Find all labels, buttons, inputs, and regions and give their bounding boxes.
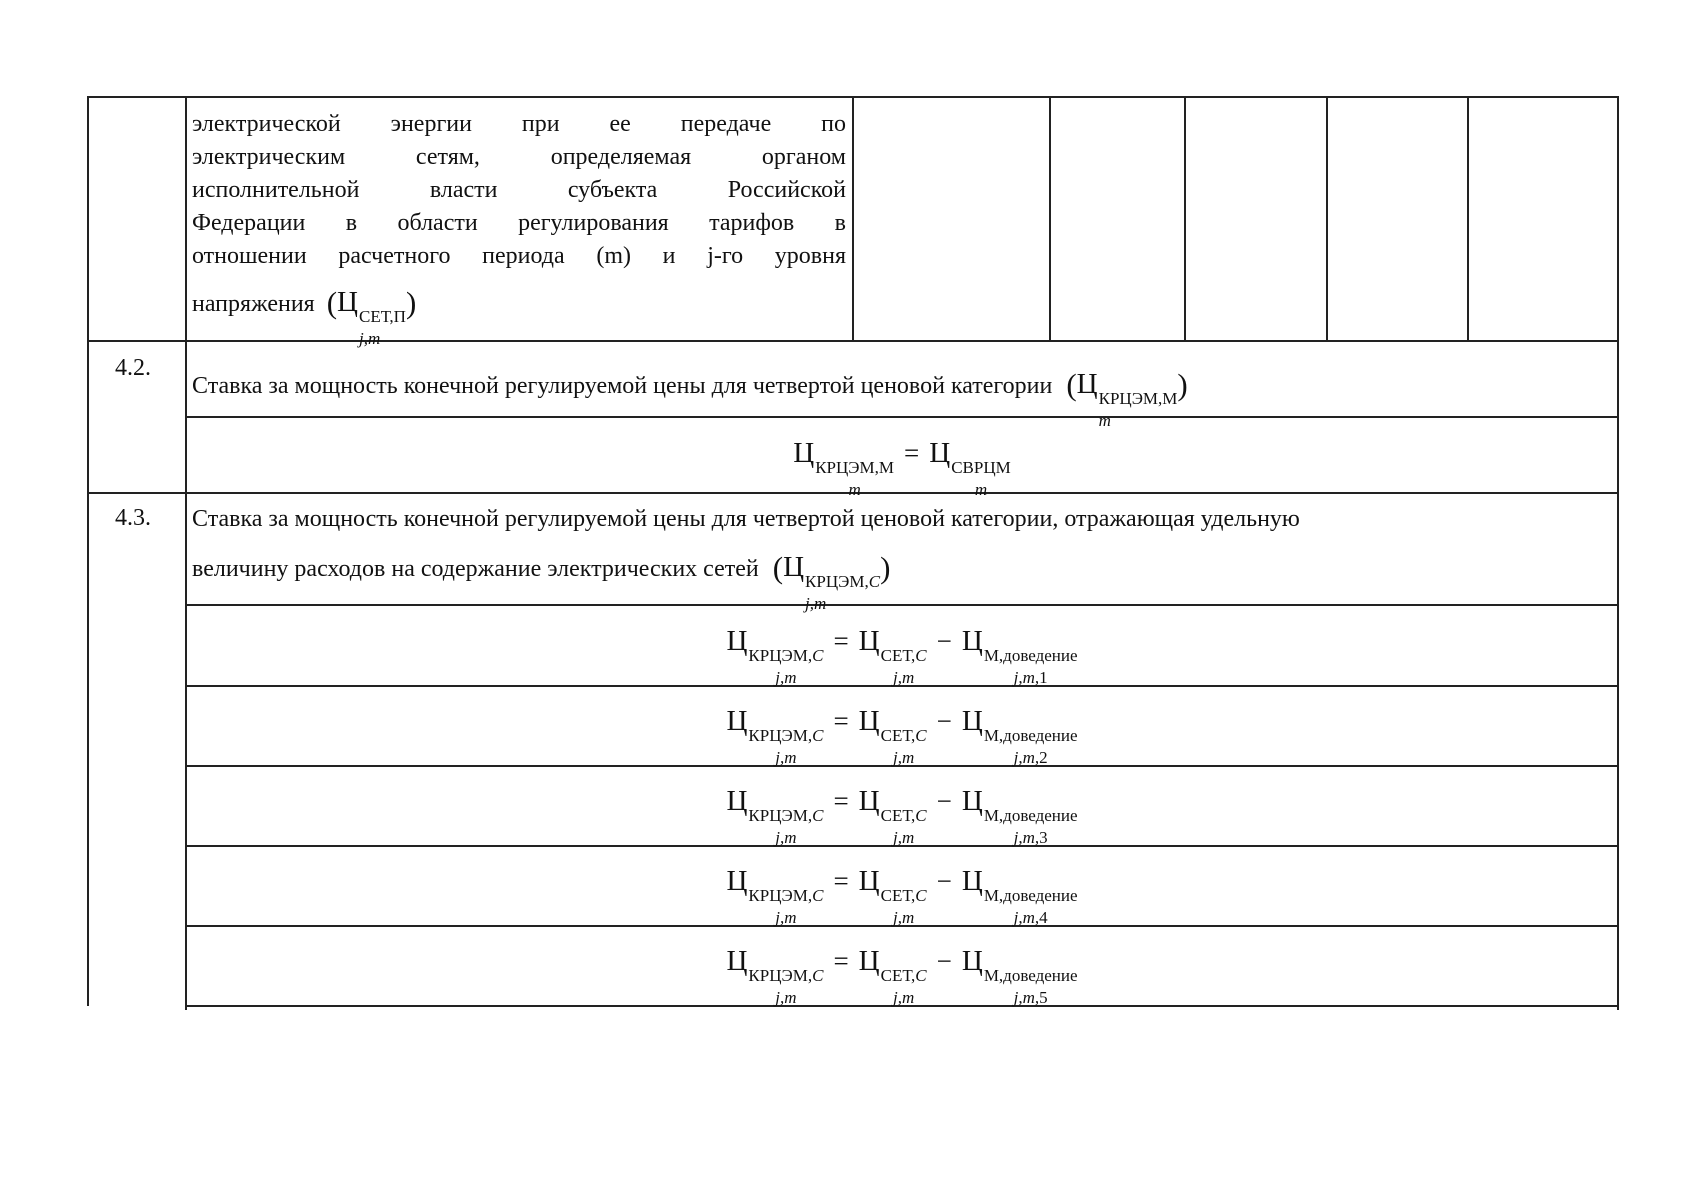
row-43-formula: Ц КРЦЭМ,C j,m = Ц СЕТ,C j,m − Ц М,доведение j,m,2 [726, 705, 1078, 767]
text-line: напряжения [192, 291, 315, 317]
table-left-border [87, 96, 89, 1006]
text-line: электрическим сетям, определяемая органом [192, 144, 846, 170]
continuation-text [192, 108, 846, 273]
table-col-divider [1467, 96, 1469, 340]
continuation-last-line [192, 286, 416, 347]
row-number: 4.3. [115, 505, 151, 531]
formula-symbol: (Ц КРЦЭМ,C j,m ) [772, 550, 891, 613]
table-col-divider [1049, 96, 1051, 340]
row-number: 4.2. [115, 355, 151, 381]
text-line: отношении расчетного периода (m) и j-го уровня [192, 243, 846, 269]
text-line: электрической энергии при ее передаче по [192, 111, 846, 137]
text-line: исполнительной власти субъекта Российской [192, 177, 846, 203]
table-col-divider [852, 96, 854, 340]
row-43-formula: Ц КРЦЭМ,C j,m = Ц СЕТ,C j,m − Ц М,доведение j,m,5 [726, 945, 1078, 1007]
row-42-text: Ставка за мощность конечной регулируемой цены для четвертой ценовой категории (Ц КРЦЭМ,М m ) [192, 367, 1188, 430]
formula-symbol: (Ц КРЦЭМ,М m ) [1066, 367, 1188, 430]
table-col-divider [1184, 96, 1186, 340]
text-line: Федерации в области регулирования тарифов в [192, 210, 846, 236]
row-43-text-line1: Ставка за мощность конечной регулируемой цены для четвертой ценовой категории, отражающая удельную [192, 506, 1300, 532]
row-43-formula: Ц КРЦЭМ,C j,m = Ц СЕТ,C j,m − Ц М,доведение j,m,1 [726, 625, 1078, 687]
formula-symbol: (Ц СЕТ,П j,m ) [326, 285, 417, 348]
row-43-formula: Ц КРЦЭМ,C j,m = Ц СЕТ,C j,m − Ц М,доведение j,m,4 [726, 865, 1078, 927]
row-42-formula: Ц КРЦЭМ,М m = Ц СВРЦМ m [793, 437, 1011, 499]
row-43-text-line2: величину расходов на содержание электрических сетей (Ц КРЦЭМ,C j,m ) [192, 550, 891, 613]
row-43-formula: Ц КРЦЭМ,C j,m = Ц СЕТ,C j,m − Ц М,доведение j,m,3 [726, 785, 1078, 847]
table-col-divider [1326, 96, 1328, 340]
